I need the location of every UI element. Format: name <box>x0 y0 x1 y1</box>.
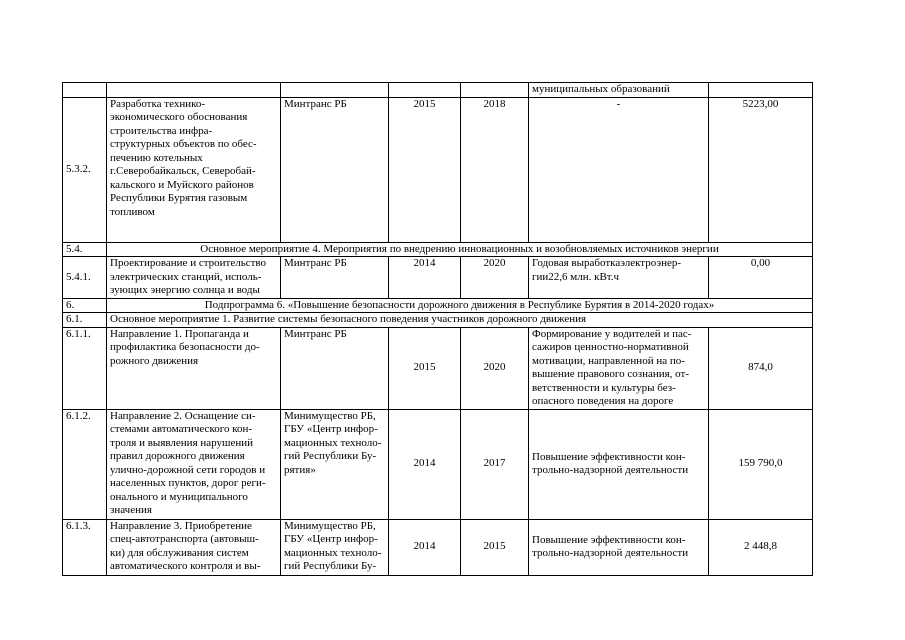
cell-name: Проектирование и строительство электрических станций, исполь- зующих энергию солнца и воды <box>107 257 281 299</box>
cell-year-end: 2020 <box>461 327 529 409</box>
cell-result: Формирование у водителей и пас- сажиров ценностно-нормативной мотивации, направленной на по- вышение правового сознания, от- ветственности и культуры без- опасного поведения на дороге <box>529 327 709 409</box>
table-row-5-3-2 <box>63 97 813 242</box>
cell-number: 6.1.1. <box>63 327 107 409</box>
subprogram-title: Подпрограмма 6. «Повышение безопасности дорожного движения в Республике Бурятия в 2014-2020 годах» <box>107 298 813 313</box>
cell-year-start: 2014 <box>389 519 461 575</box>
cell-empty <box>709 83 813 98</box>
cell-empty <box>107 83 281 98</box>
cell-executor: Минимущество РБ, ГБУ «Центр инфор- мационных техноло- гий Республики Бу- рятия» <box>281 409 389 519</box>
cell-year-end: 2018 <box>461 97 529 242</box>
cell-number: 6.1.2. <box>63 409 107 519</box>
cell-empty <box>461 83 529 98</box>
cell-executor: Минтранс РБ <box>281 97 389 242</box>
cell-year-start: 2015 <box>389 97 461 242</box>
cell-result: Повышение эффективности кон- трольно-надзорной деятельности <box>529 519 709 575</box>
cell-result: Повышение эффективности кон- трольно-надзорной деятельности <box>529 409 709 519</box>
cell-year-start: 2014 <box>389 409 461 519</box>
cell-finance: 159 790,0 <box>709 409 813 519</box>
cell-empty <box>281 83 389 98</box>
cell-result: Годовая выработкаэлектроэнер- гии22,6 млн. кВт.ч <box>529 257 709 299</box>
cell-number: 5.4. <box>63 242 107 257</box>
table-row-6-1 <box>63 313 813 328</box>
cell-number: 6.1. <box>63 313 107 328</box>
table-row-6-1-1 <box>63 327 813 409</box>
cell-name: Направление 3. Приобретение спец-автотранспорта (автовыш- ки) для обслуживания систем автоматического контроля и вы- <box>107 519 281 575</box>
cell-executor: Минтранс РБ <box>281 257 389 299</box>
cell-number: 6. <box>63 298 107 313</box>
cell-result: муниципальных образований <box>529 83 709 98</box>
cell-name: Направление 1. Пропаганда и профилактика безопасности до- рожного движения <box>107 327 281 409</box>
table-row-5-4-1 <box>63 257 813 299</box>
table-row-6 <box>63 298 813 313</box>
cell-year-start: 2014 <box>389 257 461 299</box>
cell-year-end: 2017 <box>461 409 529 519</box>
cell-finance: 5223,00 <box>709 97 813 242</box>
section-title: Основное мероприятие 1. Развитие системы безопасного поведения участников дорожного движения <box>107 313 813 328</box>
cell-year-end: 2020 <box>461 257 529 299</box>
table-row-6-1-2 <box>63 409 813 519</box>
cell-result: - <box>529 97 709 242</box>
table-row-5-4 <box>63 242 813 257</box>
cell-empty <box>389 83 461 98</box>
cell-number: 5.4.1. <box>63 257 107 299</box>
table-row-prev <box>63 83 813 98</box>
cell-executor: Минимущество РБ, ГБУ «Центр инфор- мационных техноло- гий Республики Бу- <box>281 519 389 575</box>
cell-finance: 0,00 <box>709 257 813 299</box>
section-title: Основное мероприятие 4. Мероприятия по внедрению инновационных и возобновляемых источников энергии <box>107 242 813 257</box>
cell-number: 5.3.2. <box>63 97 107 242</box>
cell-year-start: 2015 <box>389 327 461 409</box>
program-table <box>62 82 813 576</box>
cell-finance: 2 448,8 <box>709 519 813 575</box>
cell-year-end: 2015 <box>461 519 529 575</box>
cell-name: Разработка технико- экономического обоснования строительства инфра- структурных объектов по обес- печению котельных г.Северобайкальск, Северобай- кальского и Муйского районов Республики Бурятия газовым топливом <box>107 97 281 242</box>
cell-empty <box>63 83 107 98</box>
cell-finance: 874,0 <box>709 327 813 409</box>
cell-name: Направление 2. Оснащение си- стемами автоматического кон- троля и выявления нарушений правил дорожного движения улично-дорожной сети городов и населенных пунктов, дорог реги- онального и муниципального значения <box>107 409 281 519</box>
cell-executor: Минтранс РБ <box>281 327 389 409</box>
table-row-6-1-3 <box>63 519 813 575</box>
cell-number: 6.1.3. <box>63 519 107 575</box>
